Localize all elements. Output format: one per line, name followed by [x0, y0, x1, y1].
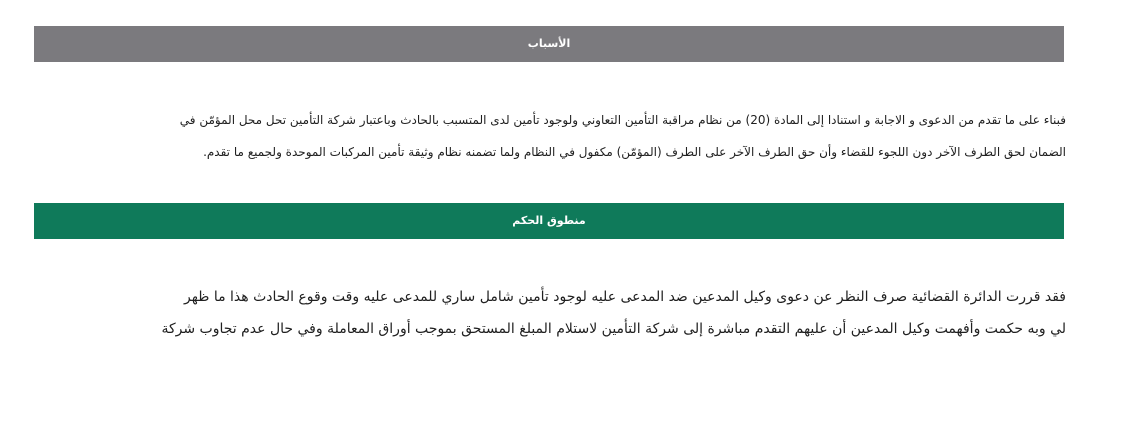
verdict-line-2: لي وبه حكمت وأفهمت وكيل المدعين أن عليهم التقدم مباشرة إلى شركة التأمين لاستلام المبلغ المستحق بموجب أوراق المعاملة وفي حال عدم تجاوب شركة — [161, 321, 1066, 337]
reasons-section-header: الأسباب — [34, 26, 1064, 62]
verdict-section-header: منطوق الحكم — [34, 203, 1064, 239]
reasons-paragraph — [34, 104, 1066, 168]
verdict-paragraph — [34, 281, 1066, 345]
reasons-line-2: الضمان لحق الطرف الآخر دون اللجوء للقضاء وأن حق الطرف الآخر على الطرف (المؤمّن) مكفول في النظام ولما تضمنه نظام وثيقة تأمين المركبات الموحدة ولجميع ما تقدم. — [203, 145, 1066, 159]
verdict-line-1: فقد قررت الدائرة القضائية صرف النظر عن دعوى وكيل المدعين ضد المدعى عليه لوجود تأمين شامل ساري للمدعى عليه وقت وقوع الحادث هذا ما ظهر — [184, 289, 1066, 305]
reasons-line-1: فبناء على ما تقدم من الدعوى و الاجابة و استنادا إلى المادة (20) من نظام مراقبة التأمين التعاوني ولوجود تأمين لدى المتسبب بالحادث وباعتبار شركة التأمين تحل محل المؤمّن في — [179, 113, 1066, 127]
